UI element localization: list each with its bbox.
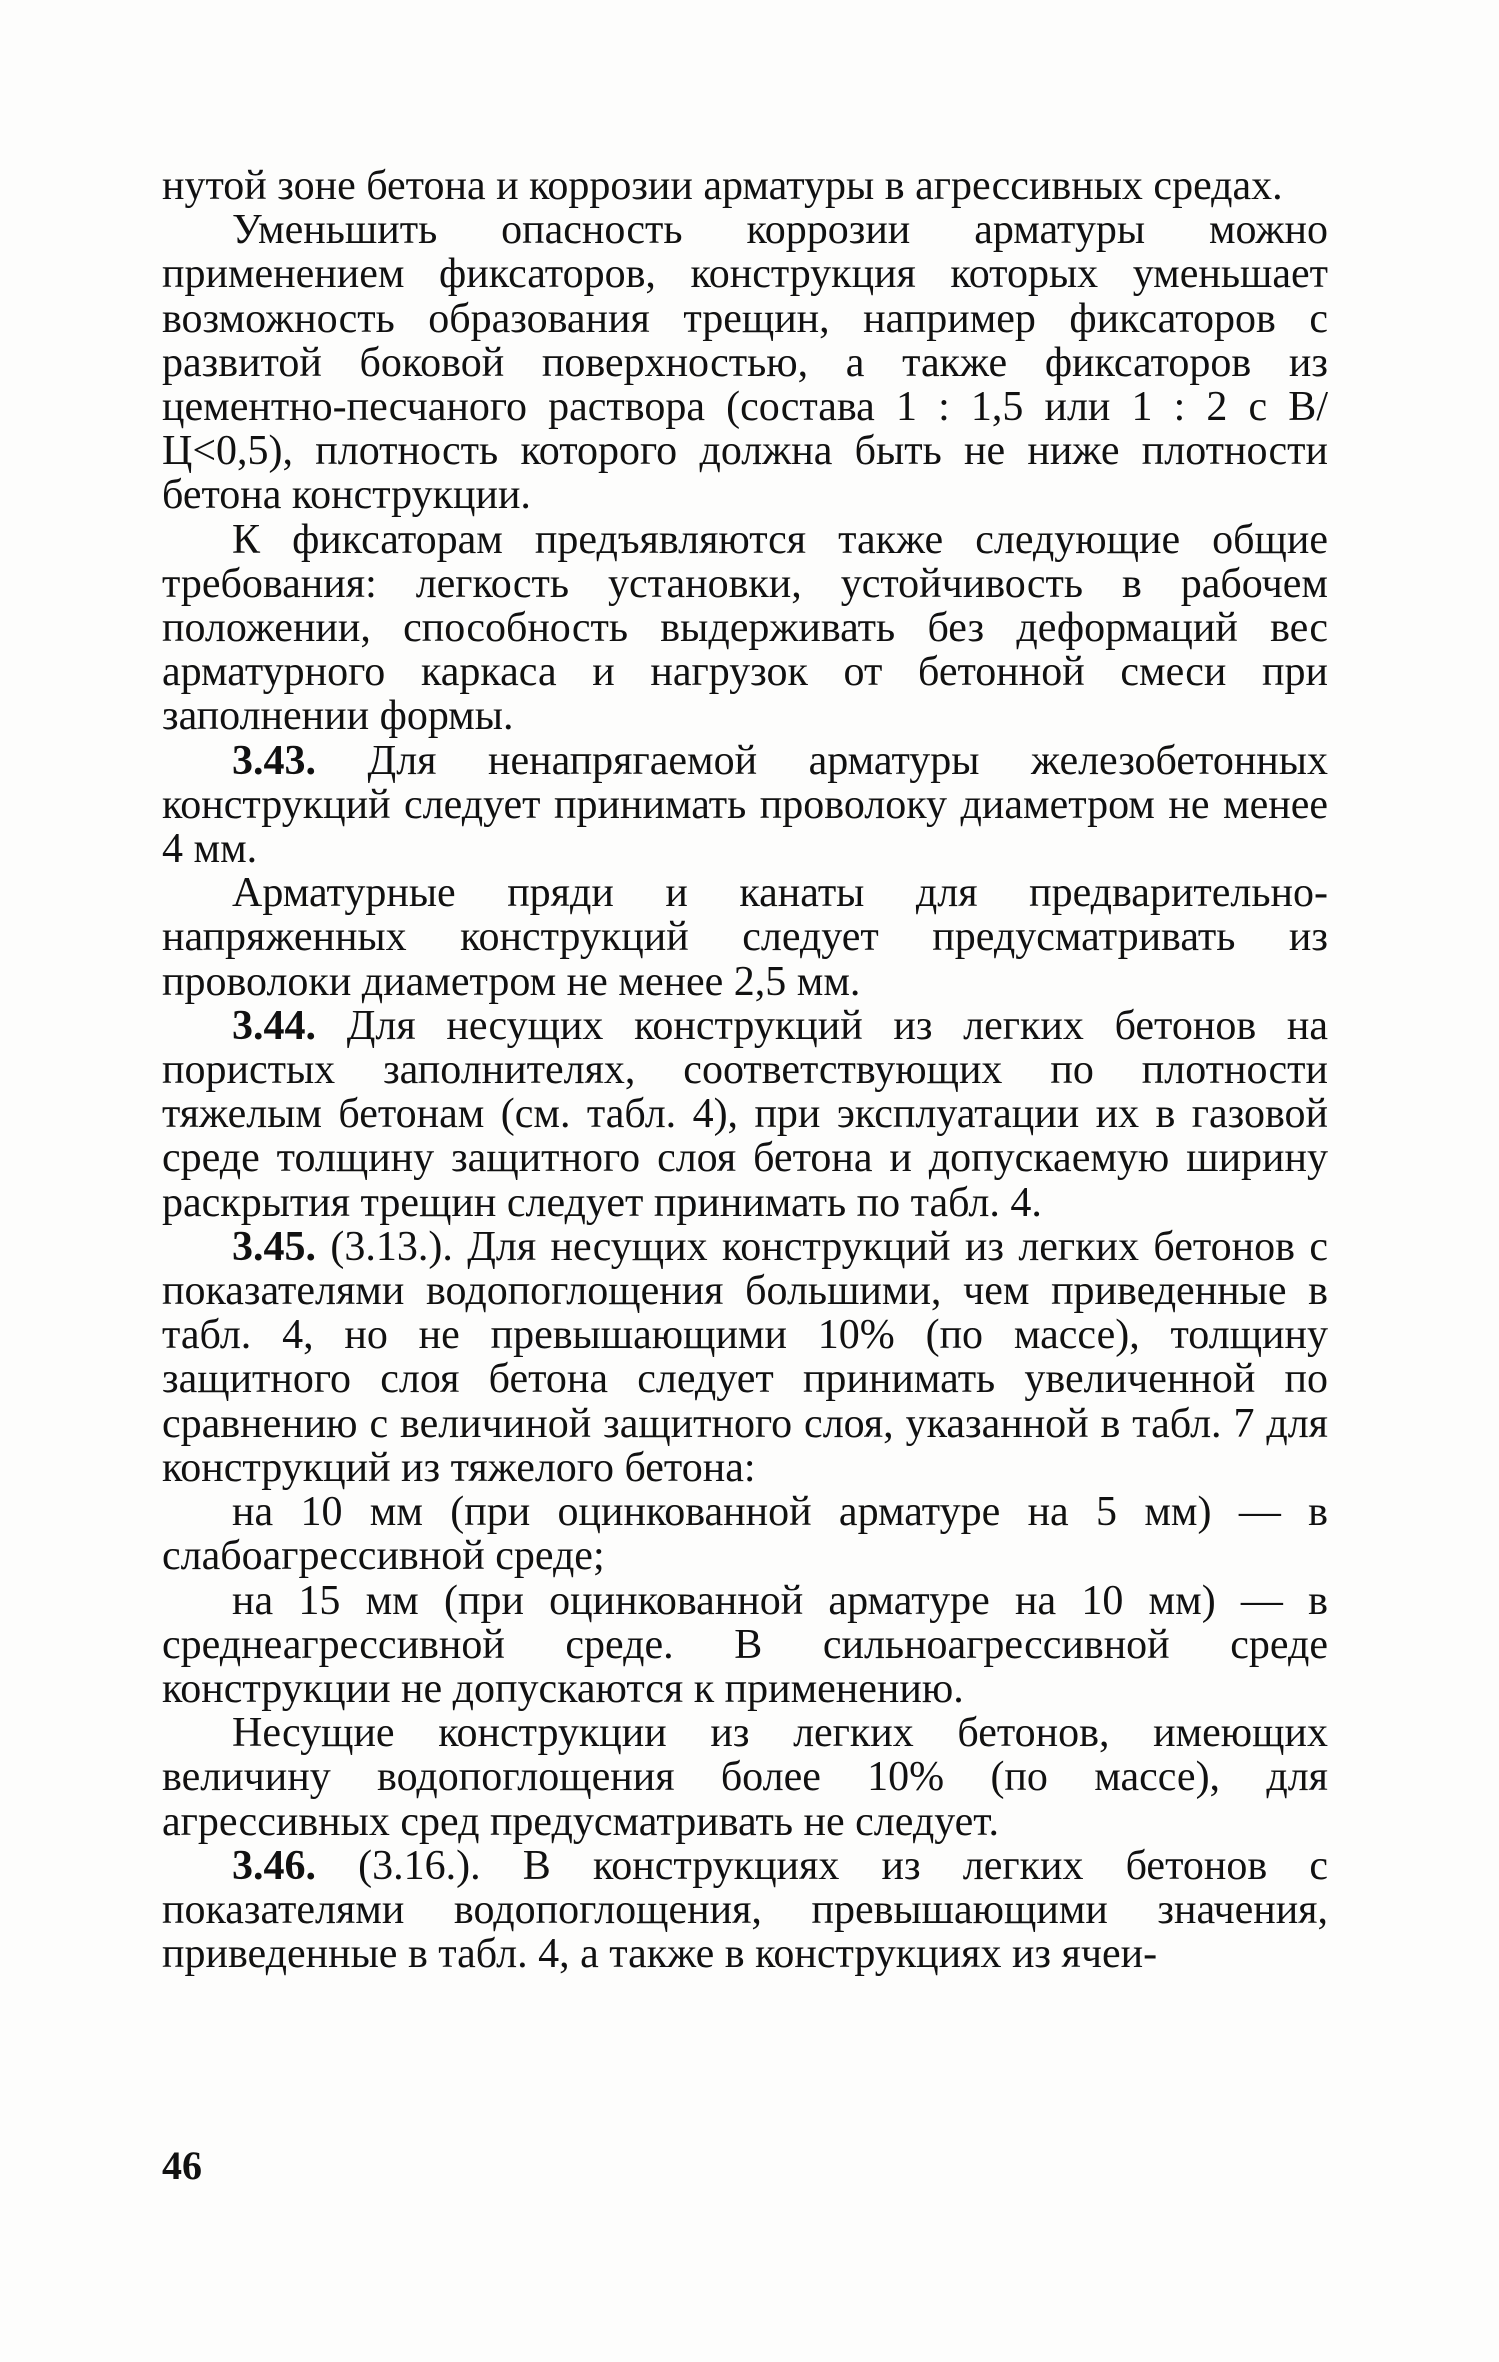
paragraph — [162, 1225, 1328, 1490]
body-text — [162, 164, 1328, 1976]
paragraph — [162, 518, 1328, 739]
paragraph — [162, 164, 1328, 208]
paragraph-text: нутой зоне бетона и коррозии арматуры в агрессивных средах. — [162, 163, 1283, 209]
paragraph-text: Для несущих конструкций из легких бетонов на пористых заполнителях, соответствующих по плотности тяжелым бетонам (см. табл. 4), при эксплуатации их в газовой среде толщину защитного слоя бетона и допускаемую ширину раскрытия трещин следует принимать по табл. 4. — [162, 1002, 1328, 1226]
paragraph — [162, 1579, 1328, 1712]
paragraph-text: Несущие конструкции из легких бетонов, имеющих величину водопоглощения более 10% (по массе), для агрессивных сред предусматривать не следует. — [162, 1710, 1328, 1845]
paragraph — [162, 739, 1328, 872]
paragraph-number: 3.46. — [232, 1842, 316, 1889]
paragraph-text: Арматурные пряди и канаты для предварительно-напряженных конструкций следует предусматривать из проволоки диаметром не менее 2,5 мм. — [162, 870, 1328, 1005]
paragraph-text: Для ненапрягаемой арматуры железобетонных конструкций следует принимать проволоку диаметром не менее 4 мм. — [162, 737, 1328, 873]
paragraph — [162, 1844, 1328, 1977]
paragraph-text: К фиксаторам предъявляются также следующие общие требования: легкость установки, устойчивость в рабочем положении, способность выдерживать без деформаций вес арматурного каркаса и нагрузок от бетонной смеси при заполнении формы. — [162, 516, 1328, 740]
paragraph-text: (3.13.). Для несущих конструкций из легких бетонов с показателями водопоглощения большими, чем приведенные в табл. 4, но не превышающими 10% (по массе), толщину защитного слоя бетона следует принимать увеличенной по сравнению с величиной защитного слоя, указанной в табл. 7 для конструкций из тяжелого бетона: — [162, 1223, 1328, 1491]
paragraph — [162, 208, 1328, 517]
paragraph — [162, 871, 1328, 1004]
paragraph-text: (3.16.). В конструкциях из легких бетонов с показателями водопоглощения, превышающими значения, приведенные в табл. 4, а также в конструкциях из ячеи- — [162, 1842, 1328, 1978]
paragraph — [162, 1004, 1328, 1225]
paragraph-text: Уменьшить опасность коррозии арматуры можно применением фиксаторов, конструкция которых уменьшает возможность образования трещин, например фиксаторов с развитой боковой поверхностью, а также фиксаторов из цементно-песчаного раствора (состава 1 : 1,5 или 1 : 2 с В/Ц<0,5), плотность которого должна быть не ниже плотности бетона конструкции. — [162, 207, 1328, 519]
page-number: 46 — [162, 2143, 202, 2188]
paragraph-number: 3.45. — [232, 1223, 316, 1270]
paragraph-number: 3.44. — [232, 1002, 316, 1049]
paragraph — [162, 1490, 1328, 1578]
paragraph-number: 3.43. — [232, 737, 316, 784]
paragraph — [162, 1711, 1328, 1844]
paragraph-text: на 10 мм (при оцинкованной арматуре на 5 мм) — в слабоагрессивной среде; — [162, 1489, 1328, 1580]
paragraph-text: на 15 мм (при оцинкованной арматуре на 10 мм) — в среднеагрессивной среде. В сильноагрессивной среде конструкции не допускаются к применению. — [162, 1577, 1328, 1712]
